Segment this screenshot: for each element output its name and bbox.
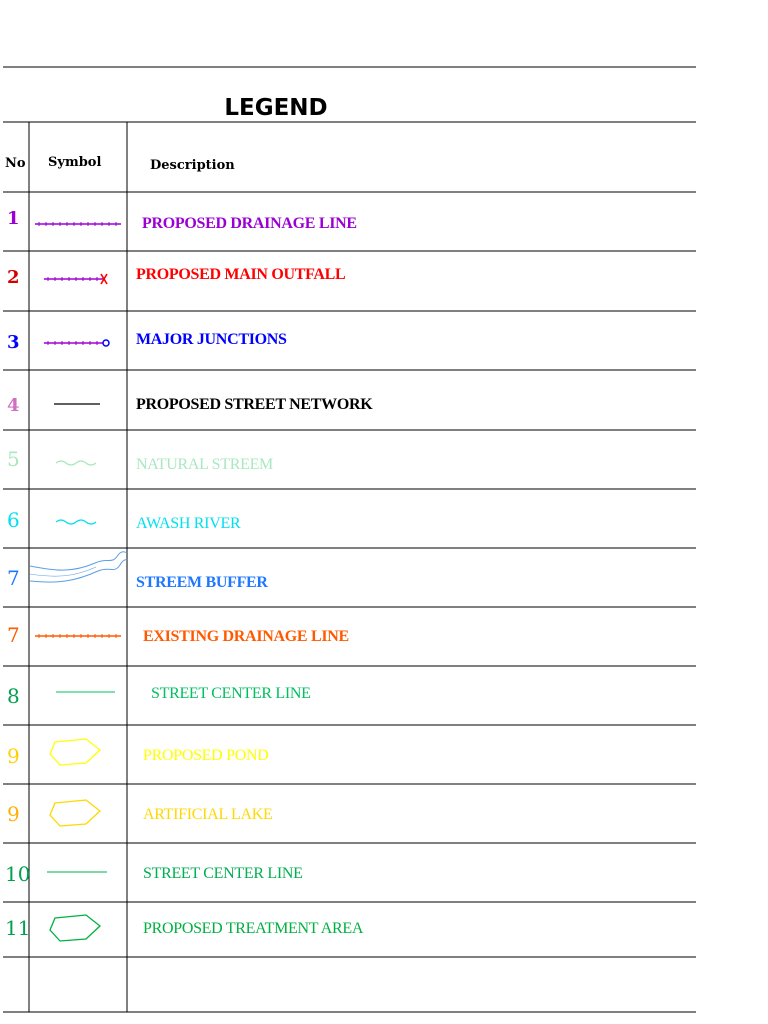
row-number: 10	[5, 862, 31, 886]
row-description: PROPOSED STREET NETWORK	[136, 396, 373, 413]
polygon-icon	[50, 800, 100, 826]
row-description: NATURAL STREEM	[136, 456, 273, 473]
legend-row	[7, 447, 273, 473]
row-number: 7	[7, 623, 20, 647]
legend-row	[5, 915, 364, 941]
dashed-line-icon	[35, 222, 121, 226]
row-description: ARTIFICIAL LAKE	[143, 806, 273, 823]
legend-row	[7, 800, 273, 826]
header-symbol: Symbol	[48, 155, 102, 170]
row-description: EXISTING DRAINAGE LINE	[143, 628, 349, 645]
legend-row	[7, 395, 373, 416]
symbol-wave	[56, 461, 96, 465]
buffer-edge	[30, 552, 127, 570]
row-description: STREEM BUFFER	[136, 574, 268, 591]
legend-row	[7, 331, 287, 353]
row-description: PROPOSED POND	[143, 747, 269, 764]
row-number: 9	[7, 802, 20, 826]
row-description: STREET CENTER LINE	[151, 685, 311, 702]
legend-row	[7, 208, 357, 232]
legend-row	[7, 266, 345, 288]
row-number: 6	[7, 508, 20, 532]
legend-row	[5, 862, 303, 886]
table-grid	[3, 67, 696, 1012]
row-number: 7	[7, 566, 20, 590]
symbol-wave	[56, 520, 96, 524]
legend-row	[7, 623, 349, 647]
polygon-icon	[50, 915, 100, 941]
row-description: STREET CENTER LINE	[143, 865, 303, 882]
legend-row	[7, 508, 241, 532]
row-description: PROPOSED TREATMENT AREA	[143, 920, 364, 937]
outfall-line-icon	[44, 274, 107, 284]
symbol-polygon	[50, 915, 100, 941]
row-description: AWASH RIVER	[136, 515, 241, 532]
symbol-polygon	[50, 800, 100, 826]
legend-title: LEGEND	[224, 95, 328, 121]
river-buffer-icon	[30, 552, 127, 582]
row-description: PROPOSED MAIN OUTFALL	[136, 266, 346, 283]
header-no: No	[5, 156, 26, 171]
dashed-line-icon	[35, 634, 121, 638]
legend-row	[7, 684, 311, 708]
wave-line-icon	[56, 520, 96, 524]
header-description: Description	[150, 158, 235, 173]
polygon-icon	[50, 739, 100, 765]
row-number: 11	[5, 916, 31, 940]
row-description: PROPOSED DRAINAGE LINE	[142, 215, 357, 232]
row-number: 2	[7, 267, 20, 288]
legend-row	[7, 552, 268, 591]
row-number: 4	[7, 395, 20, 416]
wave-line-icon	[56, 461, 96, 465]
buffer-edge	[30, 560, 127, 582]
row-number: 8	[7, 684, 20, 708]
row-number: 5	[7, 447, 20, 471]
row-number: 9	[7, 744, 20, 768]
row-number: 3	[7, 332, 20, 353]
row-rules	[3, 192, 696, 1012]
junction-line-icon	[44, 340, 109, 346]
legend-rows	[5, 208, 373, 941]
legend-row	[7, 739, 268, 768]
buffer-centre	[30, 567, 96, 576]
row-description: MAJOR JUNCTIONS	[136, 331, 287, 348]
junction-node-icon	[103, 340, 109, 346]
row-number: 1	[7, 208, 20, 229]
symbol-polygon	[50, 739, 100, 765]
